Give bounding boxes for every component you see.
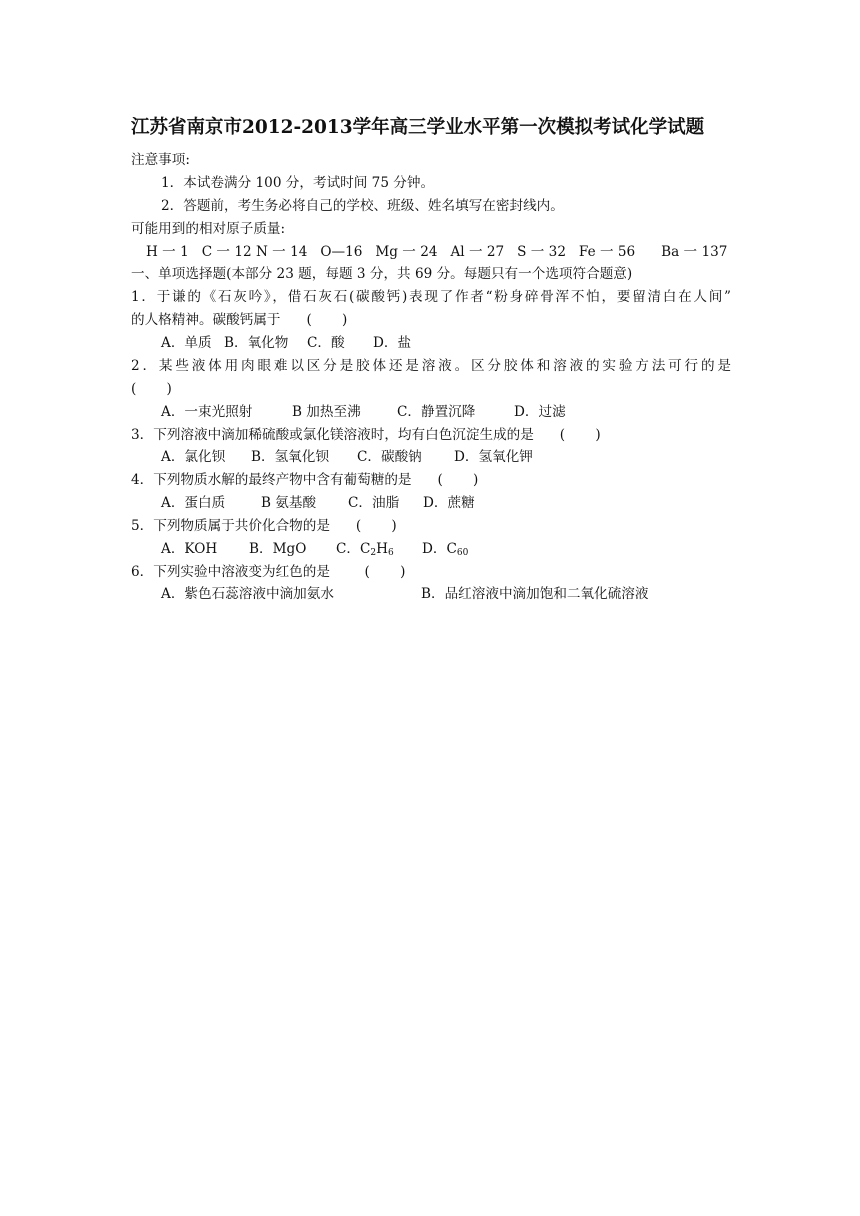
atomic-mass-values: H 一 1 C 一 12 N 一 14 O—16 Mg 一 24 Al 一 27 S 一 32 Fe 一 56 Ba 一 137 [146, 244, 728, 260]
question-1-line-2: 的人格精神。碳酸钙属于 ( ) [131, 312, 348, 328]
option-b: B 加热至沸 [292, 404, 361, 420]
notice-item-2: 2．答题前，考生务必将自己的学校、班级、姓名填写在密封线内。 [161, 198, 564, 214]
option-c-element: H [376, 541, 388, 557]
page-title: 江苏省南京市2012-2013学年高三学业水平第一次模拟考试化学试题 [131, 117, 705, 138]
option-a: A．紫色石蕊溶液中滴加氨水 [161, 586, 334, 602]
question-6-line-1: 6．下列实验中溶液变为红色的是 ( ) [131, 564, 406, 580]
option-b: B．MgO [249, 541, 307, 557]
option-a: A．氯化钡 [161, 449, 226, 465]
option-c: C．油脂 [348, 495, 400, 511]
option-b: B．氢氧化钡 [251, 449, 329, 465]
option-a: A．单质 [161, 335, 212, 351]
question-6-options [161, 585, 649, 603]
question-5-line-1: 5．下列物质属于共价化合物的是 ( ) [131, 518, 397, 534]
option-d-label: D．C [422, 541, 457, 557]
option-b: B 氨基酸 [261, 495, 317, 511]
atomic-mass-heading: 可能用到的相对原子质量: [131, 221, 286, 237]
question-5-options [161, 540, 468, 558]
question-4-line-1: 4．下列物质水解的最终产物中含有葡萄糖的是 ( ) [131, 472, 479, 488]
question-2-line-1: 2．某些液体用肉眼难以区分是胶体还是溶液。区分胶体和溶液的实验方法可行的是 [131, 358, 731, 374]
option-d: D．蔗糖 [423, 495, 475, 511]
option-d-sub: 60 [456, 548, 469, 558]
option-d [422, 540, 468, 558]
option-c: C．酸 [307, 335, 345, 351]
question-3-options [161, 448, 533, 466]
option-d: D．氢氧化钾 [454, 449, 533, 465]
option-d: D．过滤 [514, 404, 566, 420]
question-2-options [161, 403, 566, 421]
option-d: D．盐 [373, 335, 412, 351]
option-a: A．一束光照射 [161, 404, 253, 420]
question-4-options [161, 494, 475, 512]
question-1-options [161, 334, 411, 352]
section-heading: 一、单项选择题(本部分 23 题，每题 3 分，共 69 分。每题只有一个选项符合题意) [131, 266, 633, 282]
option-a: A．KOH [161, 541, 218, 557]
option-c-sub-2: 6 [388, 548, 394, 558]
question-1-line-1: 1．于谦的《石灰吟》，借石灰石(碳酸钙)表现了作者“粉身碎骨浑不怕，要留清白在人间” [131, 289, 731, 305]
option-c [336, 540, 422, 558]
option-a: A．蛋白质 [161, 495, 226, 511]
option-b: B．品红溶液中滴加饱和二氧化硫溶液 [421, 586, 649, 602]
notice-item-1: 1．本试卷满分 100 分，考试时间 75 分钟。 [161, 175, 435, 191]
question-3-line-1: 3．下列溶液中滴加稀硫酸或氯化镁溶液时，均有白色沉淀生成的是 ( ) [131, 427, 601, 443]
option-c: C．静置沉降 [397, 404, 476, 420]
notice-heading: 注意事项: [131, 152, 190, 168]
option-c-sub-1: 2 [370, 548, 377, 558]
question-2-line-2: ( ) [131, 381, 172, 397]
option-c-label: C．C [336, 541, 371, 557]
option-b: B．氧化物 [224, 335, 289, 351]
option-c: C．碳酸钠 [357, 449, 422, 465]
